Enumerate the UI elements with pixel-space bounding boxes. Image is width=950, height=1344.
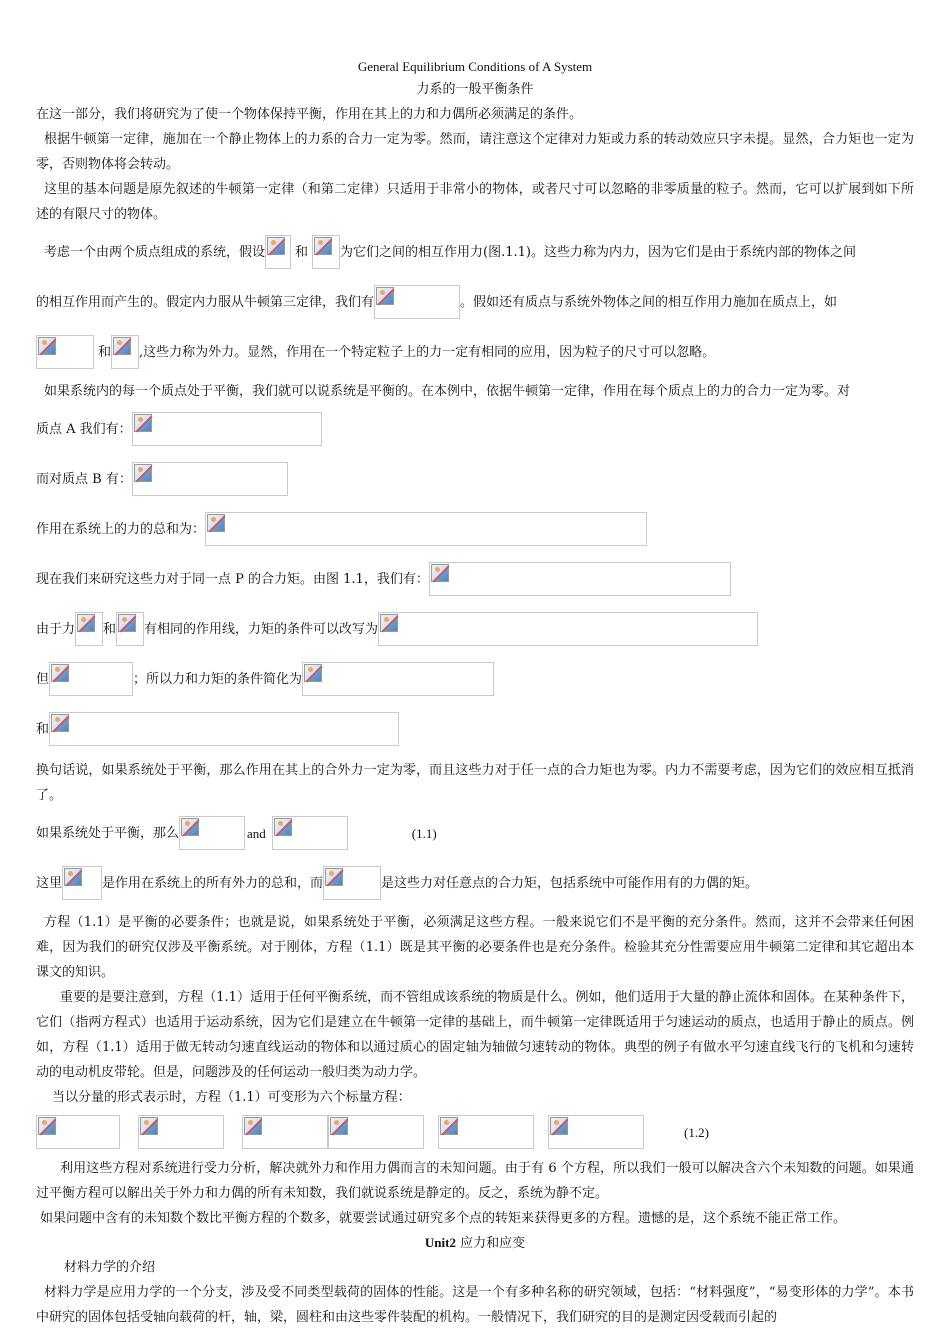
line-sum-forces: 作用在系统上的力的总和为：: [36, 504, 914, 554]
paragraph-in-other-words: 换句话说，如果系统处于平衡，那么作用在其上的合外力一定为零，而且这些力对于任一点的合力矩也为零。内力不需要考虑，因为它们的效应相互抵消了。: [36, 763, 914, 803]
formula-image-icon: [312, 235, 340, 269]
formula-image-icon: [132, 412, 322, 446]
formula-image-icon: [179, 816, 245, 850]
line-line-of-action: 由于力 和 有相同的作用线，力矩的条件可以改写为: [36, 604, 914, 654]
line-where: 这里 是作用在系统上的所有外力的总和，而 是这些力对任意点的合力矩，包括系统中可能作用有的力偶的矩。: [36, 858, 914, 908]
document-page: [36, 56, 914, 1330]
paragraph-newton-first: 根据牛顿第一定律，施加在一个静止物体上的力系的合力一定为零。然而，请注意这个定律对力矩或力系的转动效应只字未提。显然，合力矩也一定为零，否则物体将会转动。: [36, 132, 914, 172]
formula-image-icon: [138, 1115, 224, 1149]
line-moment-p: 现在我们来研究这些力对于同一点 P 的合力矩。由图 1.1，我们有：: [36, 554, 914, 604]
formula-image-icon: [374, 285, 460, 319]
paragraph-mechanics-of-materials: 材料力学是应用力学的一个分支，涉及受不同类型载荷的固体的性能。这是一个有多种名称的研究领域，包括：“材料强度”，“易变形体的力学”。本书中研究的固体包括受轴向载荷的杆，轴，梁，圆柱和由这些零件装配的机构。一般情况下，我们研究的目的是测定因受载而引起的: [36, 1285, 914, 1325]
paragraph-component-form: 当以分量的形式表示时，方程（1.1）可变形为六个标量方程：: [52, 1090, 411, 1105]
formula-image-icon: [205, 512, 647, 546]
paragraph-intro: 在这一部分，我们将研究为了使一个物体保持平衡，作用在其上的力和力偶所必须满足的条件。: [36, 107, 583, 122]
formula-image-icon: [75, 612, 103, 646]
formula-image-icon: [116, 612, 144, 646]
formula-image-icon: [242, 1115, 328, 1149]
formula-image-icon: [302, 662, 494, 696]
equation-number: (1.1): [411, 825, 437, 841]
line-simplified: 但 ；所以力和力矩的条件简化为: [36, 654, 914, 704]
paragraph-necessary-condition: 方程（1.1）是平衡的必要条件；也就是说，如果系统处于平衡，必须满足这些方程。一般来说它们不是平衡的充分条件。然而，这并不会带来任何困难，因为我们的研究仅涉及平衡系统。对于刚体，方程（1.1）既是其平衡的必要条件也是充分条件。检验其充分性需要应用牛顿第二定律和其它超出本课文的知识。: [36, 915, 914, 980]
paragraph-more-unknowns: 如果问题中含有的未知数个数比平衡方程的个数多，就要尝试通过研究多个点的转矩来获得更多的方程。遗憾的是，这个系统不能正常工作。: [40, 1211, 847, 1226]
formula-image-icon: [429, 562, 731, 596]
line-particle-a: 质点 A 我们有：: [36, 404, 914, 454]
formula-image-icon: [132, 462, 288, 496]
formula-image-icon: [62, 866, 102, 900]
line-equation-1-1: 如果系统处于平衡，那么 and (1.1): [36, 808, 914, 858]
paragraph-statically-determinate: 利用这些方程对系统进行受力分析，解决就外力和作用力偶而言的未知问题。由于有 6 个方程，所以我们一般可以解决含六个未知数的问题。如果通过平衡方程可以解出关于外力和力偶的所有未知数，我们就说系统是静定的。反之，系统为静不定。: [36, 1161, 914, 1201]
formula-image-icon: [328, 1115, 424, 1149]
formula-image-icon: [49, 662, 133, 696]
line-internal-forces: 考虑一个由两个质点组成的系统，假设 和 为它们之间的相互作用力(图.1.1)。这些力称为内力，因为它们是由于系统内部的物体之间: [36, 227, 914, 277]
line-and-moment: 和: [36, 704, 914, 754]
line-newton-third: 的相互作用而产生的。假定内力服从牛顿第三定律，我们有 。假如还有质点与系统外物体之间的相互作用力施加在质点上，如: [36, 277, 914, 327]
formula-image-icon: [272, 816, 348, 850]
formula-image-icon: [49, 712, 399, 746]
formula-image-icon: [438, 1115, 534, 1149]
subheading: 材料力学的介绍: [64, 1260, 156, 1275]
paragraph-equilibrium-def: 如果系统内的每一个质点处于平衡，我们就可以说系统是平衡的。在本例中，依据牛顿第一定律，作用在每个质点上的力的合力一定为零。对: [44, 384, 851, 399]
formula-image-icon: [111, 335, 139, 369]
unit-heading: Unit2 应力和应变: [424, 1235, 526, 1251]
title-english: General Equilibrium Conditions of A System: [357, 59, 593, 74]
equation-number: (1.2): [684, 1124, 709, 1140]
formula-image-icon: [36, 335, 94, 369]
formula-image-icon: [378, 612, 758, 646]
line-external-forces: 和 ,这些力称为外力。显然，作用在一个特定粒子上的力一定有相同的应用，因为粒子的尺寸可以忽略。: [36, 327, 914, 377]
paragraph-applies-any-system: 重要的是要注意到，方程（1.1）适用于任何平衡系统，而不管组成该系统的物质是什么。例如，他们适用于大量的静止流体和固体。在某种条件下，它们（指两方程式）也适用于运动系统，因为它们是建立在牛顿第一定律的基础上，而牛顿第一定律既适用于匀速运动的质点，也适用于静止的质点。例如，方程（1.1）适用于做无转动匀速直线运动的物体和以通过质心的固定轴为轴做匀速转动的物体。典型的例子有做水平匀速直线飞行的飞机和匀速转动的电动机皮带轮。但是，问题涉及的任何运动一般归类为动力学。: [36, 990, 914, 1080]
formula-image-icon: [323, 866, 381, 900]
title-chinese: 力系的一般平衡条件: [416, 82, 534, 97]
paragraph-basic-problem: 这里的基本问题是原先叙述的牛顿第一定律（和第二定律）只适用于非常小的物体，或者尺寸可以忽略的非零质量的粒子。然而，它可以扩展到如下所述的有限尺寸的物体。: [36, 182, 914, 222]
formula-image-icon: [265, 235, 291, 269]
line-particle-b: 而对质点 B 有：: [36, 454, 914, 504]
formula-image-icon: [548, 1115, 644, 1149]
formula-image-icon: [36, 1115, 120, 1149]
line-equation-1-2: [36, 1110, 914, 1154]
